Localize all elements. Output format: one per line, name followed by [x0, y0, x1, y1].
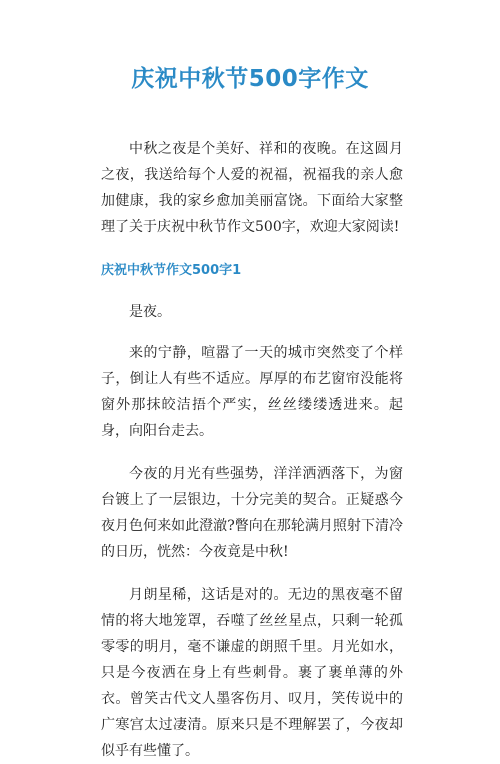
page-title: 庆祝中秋节500字作文	[131, 66, 369, 92]
body-paragraph-3: 今夜的月光有些强势，洋洋洒洒落下，为窗台镀上了一层银边，十分完美的契合。正疑惑今夜月色何来如此澄澈?瞥向在那轮满月照射下清冷的日历，恍然：今夜竟是中秋!	[101, 466, 403, 560]
body-paragraph-2: 来的宁静，喧嚣了一天的城市突然变了个样子，倒让人有些不适应。厚厚的布艺窗帘没能将窗外那抹皎洁捂个严实，丝丝缕缕透进来。起身，向阳台走去。	[101, 345, 403, 439]
section-heading: 庆祝中秋节作文500字1	[101, 263, 242, 278]
document-body	[101, 136, 403, 764]
intro-paragraph: 中秋之夜是个美好、祥和的夜晚。在这圆月之夜，我送给每个人爱的祝福，祝福我的亲人愈加健康，我的家乡愈加美丽富饶。下面给大家整理了关于庆祝中秋节作文500字，欢迎大家阅读!	[101, 141, 403, 235]
body-paragraph-4: 月朗星稀，这话是对的。无边的黑夜毫不留情的将大地笼罩，吞噬了丝丝星点，只剩一轮孤零零的明月，毫不谦虚的朗照千里。月光如水，只是今夜洒在身上有些刺骨。裹了裹单薄的外衣。曾笑古代文人墨客伤月、叹月，笑传说中的广寒宫太过凄清。原来只是不理解罢了，今夜却似乎有些懂了。	[101, 587, 403, 759]
body-paragraph-1: 是夜。	[129, 304, 171, 320]
